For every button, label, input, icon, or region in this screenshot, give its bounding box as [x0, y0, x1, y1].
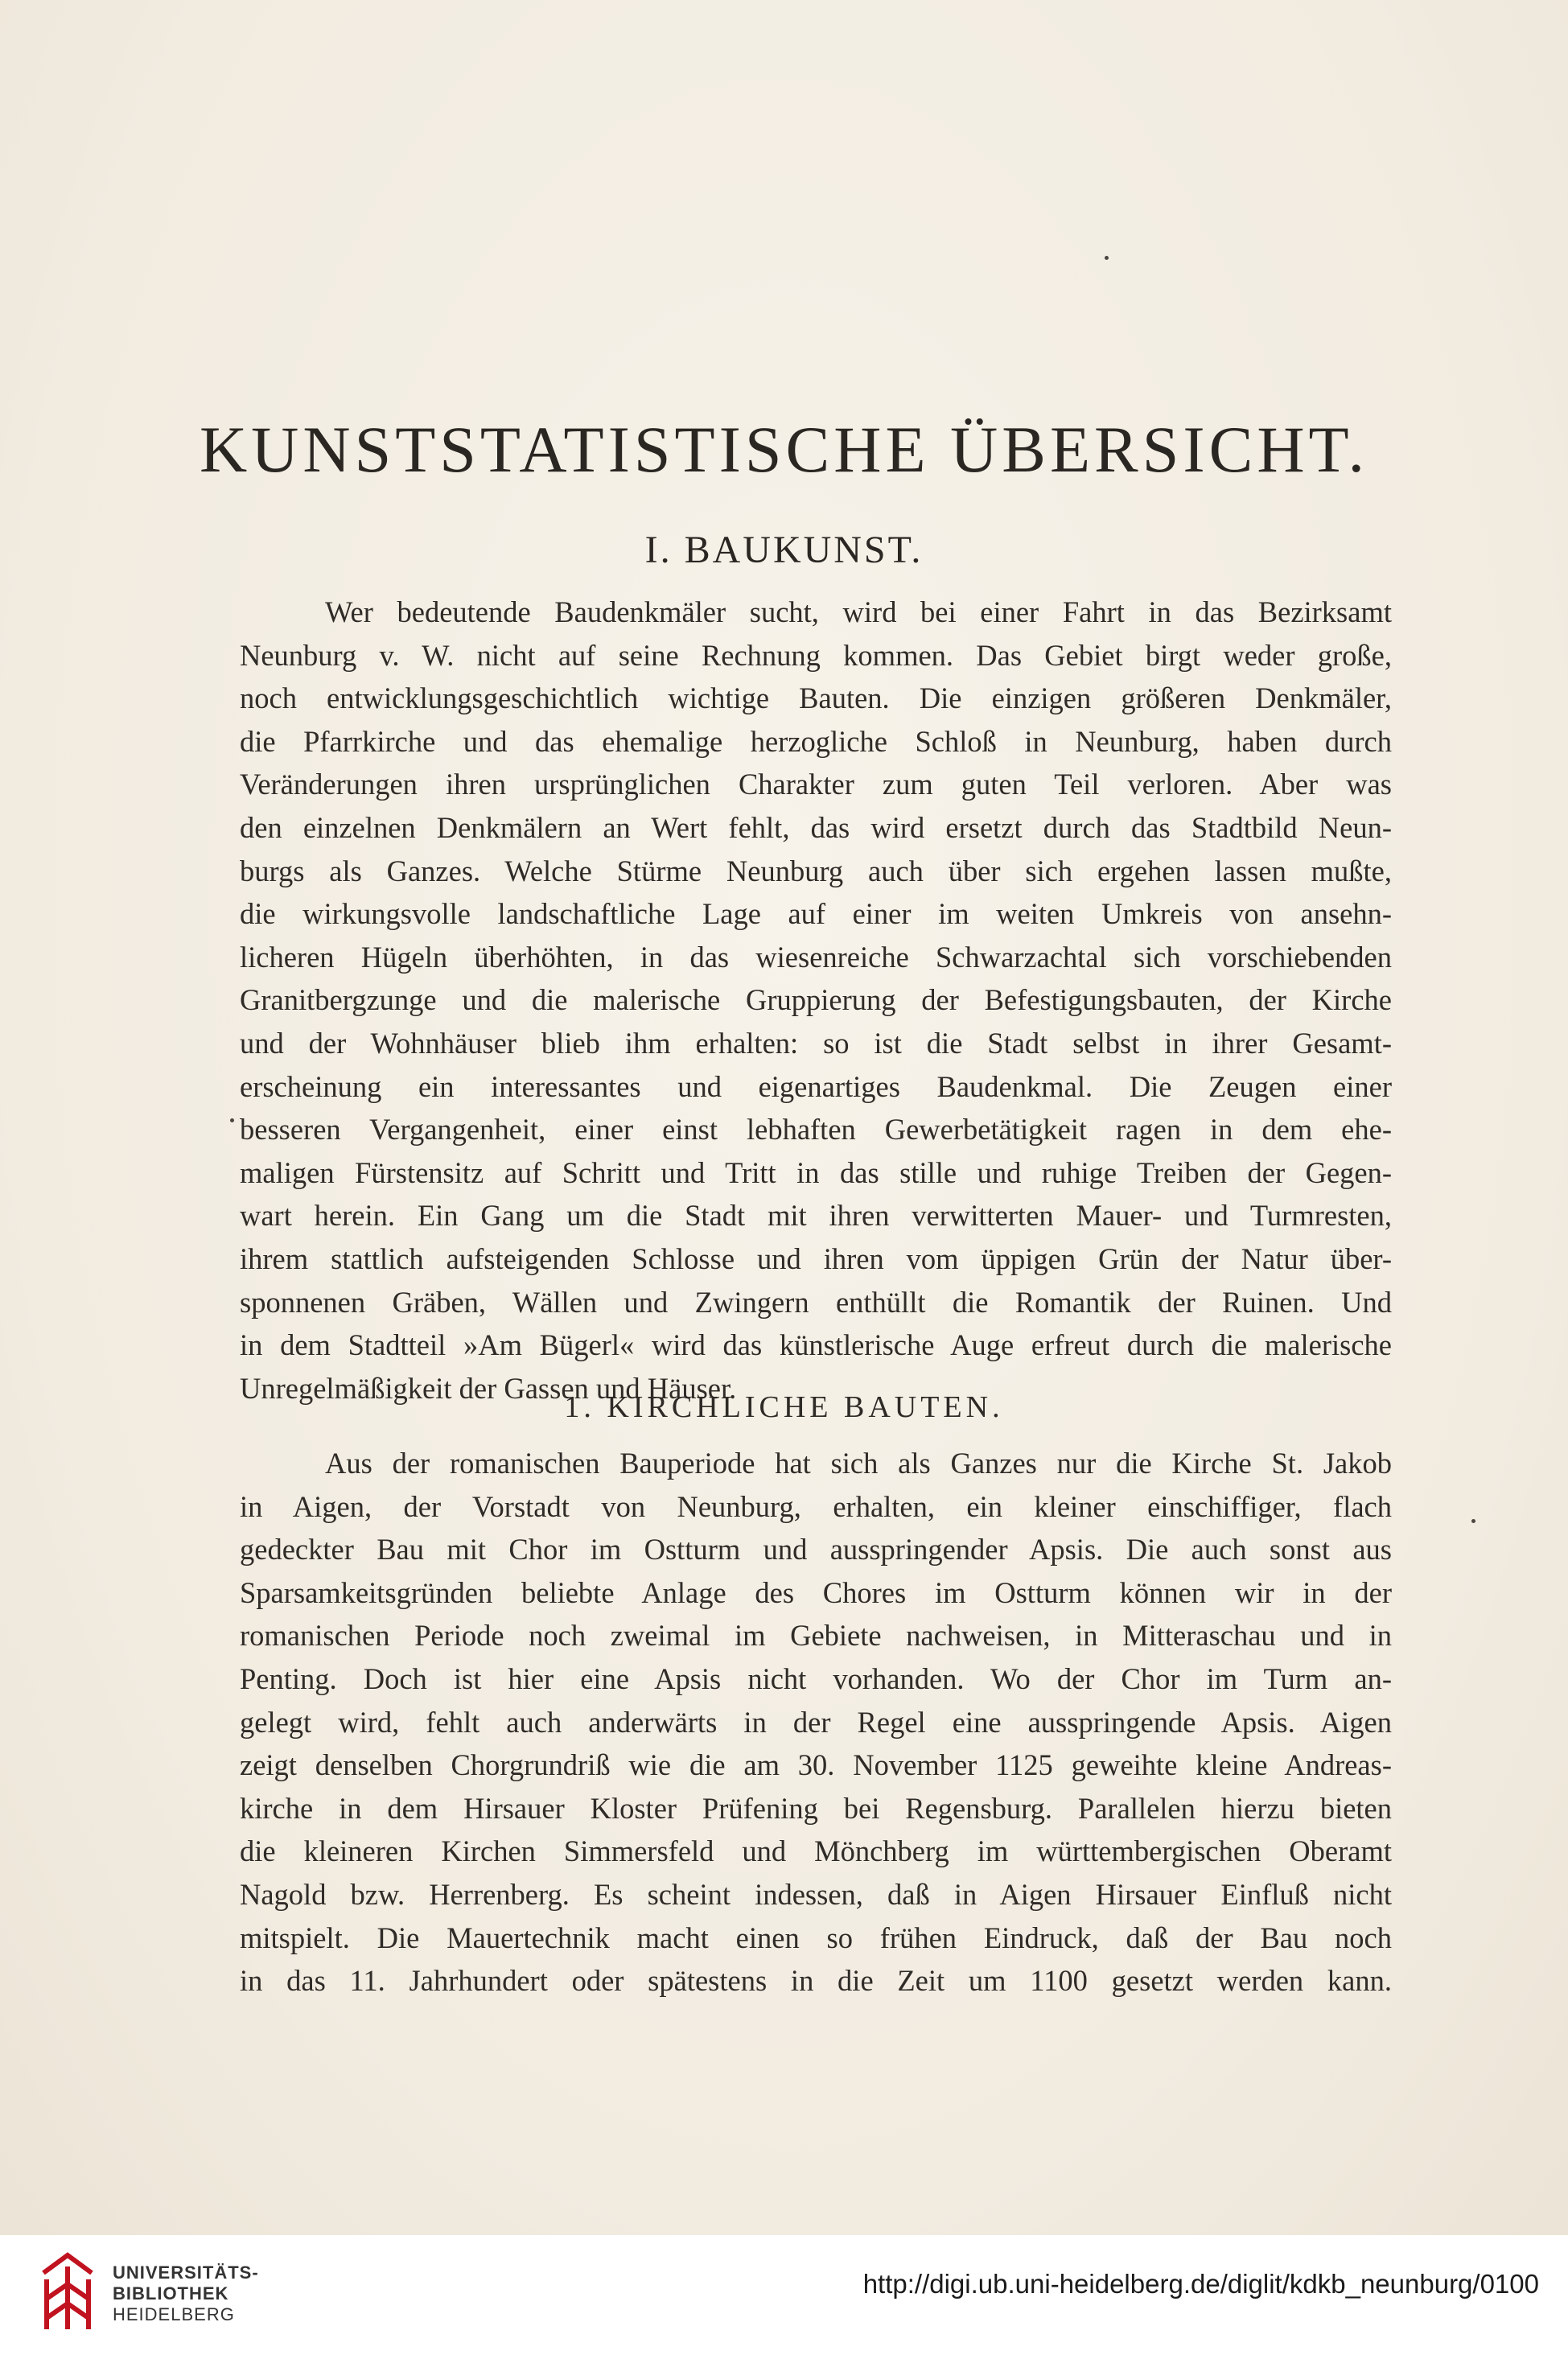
text-line: noch entwicklungsgeschichtlich wichtige Bauten. Die einzigen größeren Denkmäler,	[240, 681, 1392, 715]
text-line: die wirkungsvolle landschaftliche Lage auf einer im weiten Umkreis von ansehn-	[240, 897, 1392, 931]
text-line: in dem Stadtteil »Am Bügerl« wird das künstlerische Auge erfreut durch die malerische	[240, 1328, 1392, 1362]
text-line: mitspielt. Die Mauertechnik macht einen so frühen Eindruck, daß der Bau noch	[240, 1921, 1392, 1954]
library-name-line: UNIVERSITÄTS-	[113, 2262, 259, 2283]
text-line: den einzelnen Denkmälern an Wert fehlt, das wird ersetzt durch das Stadtbild Neun-	[240, 810, 1392, 844]
text-line: Penting. Doch ist hier eine Apsis nicht vorhanden. Wo der Chor im Turm an-	[240, 1661, 1392, 1695]
text-line: wart herein. Ein Gang um die Stadt mit ihren verwitterten Mauer- und Turmresten,	[240, 1199, 1392, 1233]
text-line: licheren Hügeln überhöhten, in das wiesenreiche Schwarzachtal sich vorschiebenden	[240, 940, 1392, 974]
text-line: kirche in dem Hirsauer Kloster Prüfening bei Regensburg. Parallelen hierzu bieten	[240, 1791, 1392, 1825]
scan-speck	[230, 1118, 234, 1122]
text-line: erscheinung ein interessantes und eigenartiges Baudenkmal. Die Zeugen einer	[240, 1069, 1392, 1103]
scan-speck	[1471, 1519, 1475, 1523]
text-line: gedeckter Bau mit Chor im Ostturm und ausspringender Apsis. Die auch sonst aus	[240, 1533, 1392, 1567]
source-url-link[interactable]: http://digi.ub.uni-heidelberg.de/diglit/kdkb_neunburg/0100	[862, 2269, 1539, 2299]
text-line: Wer bedeutende Baudenkmäler sucht, wird bei einer Fahrt in das Bezirksamt	[325, 595, 1392, 628]
text-line: die kleineren Kirchen Simmersfeld und Mönchberg im württembergischen Oberamt	[240, 1834, 1392, 1868]
library-name-line: BIBLIOTHEK	[113, 2283, 229, 2304]
text-line: die Pfarrkirche und das ehemalige herzogliche Schloß in Neunburg, haben durch	[240, 724, 1392, 758]
text-line: sponnenen Gräben, Wällen und Zwingern enthüllt die Romantik der Ruinen. Und	[240, 1285, 1392, 1319]
text-line: ihrem stattlich aufsteigenden Schlosse und ihren vom üppigen Grün der Natur über-	[240, 1241, 1392, 1275]
text-line: romanischen Periode noch zweimal im Gebiete nachweisen, in Mitteraschau und in	[240, 1619, 1392, 1653]
text-line: Neunburg v. W. nicht auf seine Rechnung kommen. Das Gebiet birgt weder große,	[240, 638, 1392, 672]
scan-speck	[1105, 256, 1109, 260]
body-paragraph-2	[240, 1442, 1392, 2003]
heidelberg-library-logo-icon[interactable]	[35, 2249, 100, 2337]
text-line: Sparsamkeitsgründen beliebte Anlage des Chores im Ostturm können wir in der	[240, 1575, 1392, 1609]
text-line: Unregelmäßigkeit der Gassen und Häuser.	[240, 1371, 737, 1405]
text-line: zeigt denselben Chorgrundriß wie die am 30. November 1125 geweihte kleine Andreas-	[240, 1748, 1392, 1782]
library-name-line: HEIDELBERG	[113, 2304, 235, 2324]
section-heading: I. BAUKUNST.	[644, 529, 924, 571]
library-name	[113, 2262, 259, 2325]
page-title: KUNSTSTATISTISCHE ÜBERSICHT.	[199, 413, 1369, 486]
text-line: burgs als Ganzes. Welche Stürme Neunburg auch über sich ergehen lassen mußte,	[240, 854, 1392, 887]
text-line: maligen Fürstensitz auf Schritt und Tritt in das stille und ruhige Treiben der Gegen-	[240, 1155, 1392, 1189]
text-line: Nagold bzw. Herrenberg. Es scheint indessen, daß in Aigen Hirsauer Einfluß nicht	[240, 1877, 1392, 1911]
text-line: und der Wohnhäuser blieb ihm erhalten: so ist die Stadt selbst in ihrer Gesamt-	[240, 1026, 1392, 1060]
body-paragraph-1	[240, 591, 1392, 1410]
text-line: gelegt wird, fehlt auch anderwärts in der Regel eine ausspringende Apsis. Aigen	[240, 1705, 1392, 1739]
text-line: besseren Vergangenheit, einer einst lebhaften Gewerbetätigkeit ragen in dem ehe-	[240, 1113, 1392, 1147]
text-line: in das 11. Jahrhundert oder spätestens in die Zeit um 1100 gesetzt werden kann.	[240, 1964, 1392, 1998]
subsection-heading: 1. KIRCHLICHE BAUTEN.	[564, 1390, 1004, 1424]
text-line: Veränderungen ihren ursprünglichen Charakter zum guten Teil verloren. Aber was	[240, 768, 1392, 801]
text-line: Aus der romanischen Bauperiode hat sich als Ganzes nur die Kirche St. Jakob	[325, 1447, 1392, 1480]
text-line: Granitbergzunge und die malerische Gruppierung der Befestigungsbauten, der Kirche	[240, 983, 1392, 1017]
text-line: in Aigen, der Vorstadt von Neunburg, erhalten, ein kleiner einschiffiger, flach	[240, 1489, 1392, 1523]
